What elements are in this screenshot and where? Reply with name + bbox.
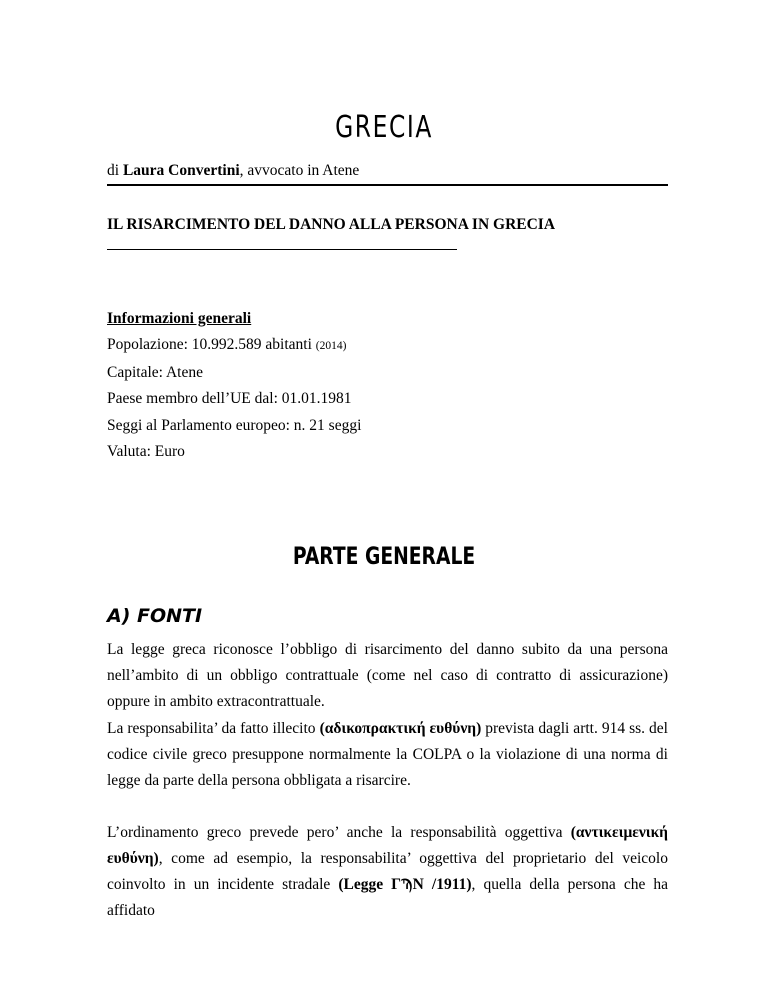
author-suffix: , avvocato in Atene bbox=[239, 162, 360, 179]
document-subtitle: IL RISARCIMENTO DEL DANNO ALLA PERSONA IN GRECIA bbox=[107, 216, 556, 233]
eu-parliament-line: Seggi al Parlamento europeo: n. 21 seggi bbox=[107, 416, 362, 434]
paragraph-3-law-reference: (Legge ΓϠΝ /1911) bbox=[338, 876, 472, 893]
author-name: Laura Convertini bbox=[122, 162, 240, 179]
author-prefix: di bbox=[107, 162, 123, 179]
paragraph-3-greek-term: (αντικειμενική ευθύνη) bbox=[107, 824, 668, 867]
general-info-block bbox=[107, 309, 361, 469]
paragraph-3-part-e: , quella della persona che ha affidato bbox=[107, 876, 669, 919]
subtitle-divider bbox=[107, 249, 457, 250]
paragraph-3 bbox=[107, 820, 668, 924]
paragraph-3-part-a: L’ordinamento greco prevede pero’ anche la responsabilità oggettiva bbox=[107, 824, 571, 841]
subsection-title: A) FONTI bbox=[107, 605, 203, 627]
paragraph-1: La legge greca riconosce l’obbligo di risarcimento del danno subito da una persona nell’ambito di un obbligo contrattuale (come nel caso di contratto di assicurazione) oppure in ambito extracontrattuale. bbox=[107, 641, 668, 710]
paragraph-3-part-c: , come ad esempio, la responsabilita’ oggettiva del proprietario del veicolo coinvolto in un incidente stradale bbox=[107, 850, 668, 893]
paragraph-2-part-c: prevista dagli artt. 914 ss. del codice civile greco presuppone normalmente la COLPA o la violazione di una norma di legge da parte della persona obbligata a risarcire. bbox=[107, 720, 668, 789]
currency-line: Valuta: Euro bbox=[107, 443, 185, 460]
eu-member-line: Paese membro dell’UE dal: 01.01.1981 bbox=[107, 390, 352, 407]
paragraph-2-greek-term: (αδικοπρακτική ευθύνη) bbox=[319, 720, 482, 737]
population-line bbox=[107, 335, 361, 356]
paragraph-2 bbox=[107, 716, 668, 794]
capital-line: Capitale: Atene bbox=[107, 363, 203, 381]
header-divider bbox=[107, 184, 668, 186]
section-title: PARTE GENERALE bbox=[292, 541, 476, 570]
population-text: Popolazione: 10.992.589 abitanti bbox=[107, 336, 316, 353]
population-year: (2014) bbox=[315, 340, 347, 352]
document-title: GRECIA bbox=[335, 110, 433, 146]
author-line bbox=[107, 162, 359, 180]
paragraph-2-part-a: La responsabilita’ da fatto illecito bbox=[107, 720, 320, 737]
general-info-heading: Informazioni generali bbox=[107, 310, 252, 327]
